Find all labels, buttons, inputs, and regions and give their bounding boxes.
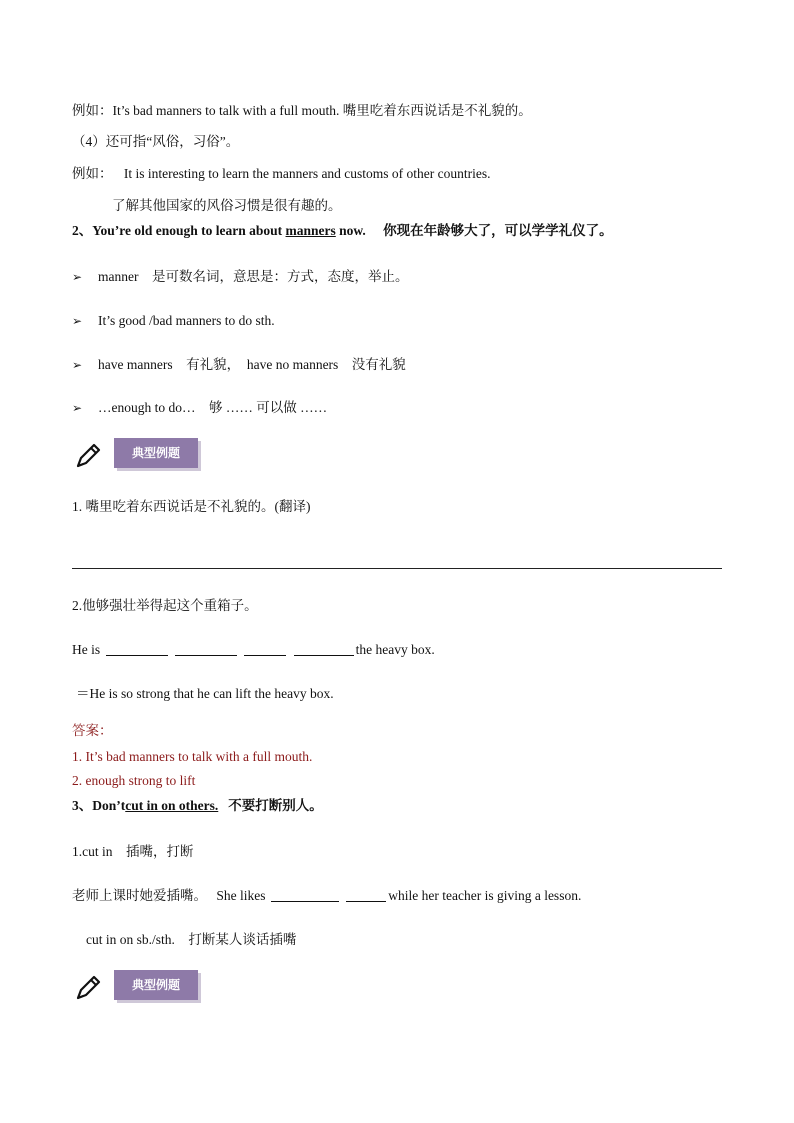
blank-field[interactable] bbox=[175, 641, 237, 656]
blank-field[interactable] bbox=[346, 887, 386, 902]
item-translation: 你现在年龄够大了，可以学学礼仪了。 bbox=[383, 223, 613, 238]
badge-label: 典型例题 bbox=[114, 970, 198, 1000]
item-text: You’re old enough to learn about bbox=[92, 223, 286, 238]
item-number: 2、 bbox=[72, 223, 93, 238]
answer-line[interactable] bbox=[72, 568, 722, 569]
bullet-text: …enough to do… 够 …… 可以做 …… bbox=[98, 400, 328, 415]
item-translation: 不要打断别人。 bbox=[228, 798, 323, 813]
example-label: 例如： bbox=[72, 166, 113, 181]
example-customs bbox=[72, 165, 491, 183]
fill-start: He is bbox=[72, 642, 101, 657]
item-2-heading bbox=[72, 222, 613, 240]
point-4: （4）还可指“风俗，习俗”。 bbox=[72, 134, 240, 149]
pencil-icon bbox=[74, 440, 104, 470]
bullet-text: manner 是可数名词，意思是：方式，态度，举止。 bbox=[98, 269, 409, 284]
pencil-icon bbox=[74, 972, 104, 1002]
question-2-prompt: 2.他够强壮举得起这个重箱子。 bbox=[72, 598, 258, 613]
bullet-item bbox=[72, 312, 275, 330]
answer-item: 2. enough strong to lift bbox=[72, 773, 196, 788]
bullet-text: have manners 有礼貌， have no manners 没有礼貌 bbox=[98, 357, 406, 372]
question-2-fill bbox=[72, 641, 435, 659]
bullet-text: It’s good /bad manners to do sth. bbox=[98, 313, 275, 328]
blank-field[interactable] bbox=[294, 641, 354, 656]
fill-end: the heavy box. bbox=[355, 642, 435, 657]
item-text-end: now. bbox=[335, 223, 366, 238]
bullet-item bbox=[72, 268, 408, 286]
arrow-bullet-icon: ➢ bbox=[72, 270, 83, 284]
blank-field[interactable] bbox=[244, 641, 286, 656]
item-keyword: cut in on others. bbox=[125, 798, 219, 813]
item-keyword: manners bbox=[285, 223, 336, 238]
arrow-bullet-icon: ➢ bbox=[72, 358, 83, 372]
example-customs-cn: 了解其他国家的风俗习惯是很有趣的。 bbox=[112, 198, 342, 213]
badge-label: 典型例题 bbox=[114, 438, 198, 468]
blank-field[interactable] bbox=[271, 887, 339, 902]
item-number: 3、 bbox=[72, 798, 93, 813]
cut-in-phrase: cut in on sb./sth. 打断某人谈话插嘴 bbox=[86, 932, 297, 947]
question-2-equivalent: ＝He is so strong that he can lift the heavy box. bbox=[76, 686, 334, 701]
question-1: 1. 嘴里吃着东西说话是不礼貌的。(翻译) bbox=[72, 499, 311, 514]
arrow-bullet-icon: ➢ bbox=[72, 401, 83, 415]
answer-label: 答案： bbox=[72, 723, 113, 738]
blank-field[interactable] bbox=[106, 641, 168, 656]
arrow-bullet-icon: ➢ bbox=[72, 314, 83, 328]
example-bad-manners: 例如：It’s bad manners to talk with a full mouth. 嘴里吃着东西说话是不礼貌的。 bbox=[72, 103, 532, 118]
cut-in-definition: 1.cut in 插嘴，打断 bbox=[72, 844, 194, 859]
bullet-item bbox=[72, 399, 327, 417]
answer-item: 1. It’s bad manners to talk with a full mouth. bbox=[72, 749, 313, 764]
item-text: Don’t bbox=[92, 798, 126, 813]
exercise-cn: 老师上课时她爱插嘴。 bbox=[72, 888, 207, 903]
example-text: It is interesting to learn the manners and customs of other countries. bbox=[123, 166, 491, 181]
exercise-start: She likes bbox=[216, 888, 266, 903]
cut-in-exercise bbox=[72, 887, 581, 905]
bullet-item bbox=[72, 356, 406, 374]
item-3-heading bbox=[72, 797, 323, 815]
exercise-end: while her teacher is giving a lesson. bbox=[388, 888, 582, 903]
